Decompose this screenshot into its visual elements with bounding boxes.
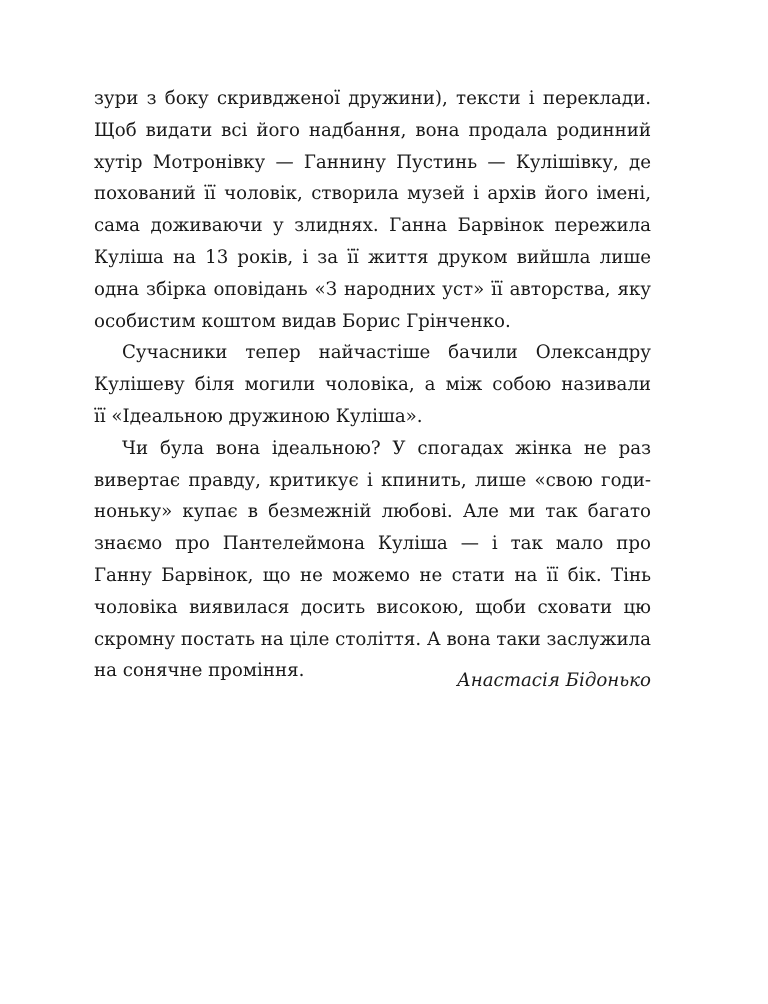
text-line: сама доживаючи у злиднях. Ганна Барвінок пережила (94, 215, 651, 237)
text-line: зури з боку скривдженої дружини), тексти і переклади. (94, 88, 651, 109)
text-line: хутір Мотронівку — Ганнину Пустинь — Кулішівку, де (94, 151, 651, 173)
text-line: Куліша на 13 років, і за її життя друком вийшла лише (94, 246, 651, 268)
text-line: скромну постать на ціле століття. А вона таки заслужила (94, 628, 652, 650)
body-text (94, 83, 651, 687)
text-line: особистим коштом видав Борис Грінченко. (94, 310, 511, 332)
paragraph-start-line: Чи була вона ідеальною? У спогадах жінка не раз (122, 437, 651, 459)
text-line: Щоб видати всі його надбання, вона продала родинний (94, 119, 651, 141)
text-line: вивертає правду, критикує і кпинить, лише «свою годи- (94, 469, 651, 491)
text-line: чоловіка виявилася досить високою, щоби сховати цю (94, 596, 651, 618)
text-line: її «Ідеальною дружиною Куліша». (94, 405, 423, 427)
text-line: ноньку» купає в безмежній любові. Але ми так багато (94, 501, 651, 523)
text-line: на сонячне проміння. (94, 660, 305, 682)
text-line: знаємо про Пантелеймона Куліша — і так мало про (94, 533, 651, 555)
text-line: Кулішеву біля могили чоловіка, а між собою називали (94, 374, 651, 396)
paragraph-start-line: Сучасники тепер найчастіше бачили Олександру (122, 342, 651, 364)
text-line: одна збірка оповідань «З народних уст» її авторства, яку (94, 278, 651, 300)
author-signature: Анастасія Бідонько (456, 670, 651, 691)
text-line: похований її чоловік, створила музей і архів його імені, (94, 183, 651, 205)
text-line: Ганну Барвінок, що не можемо не стати на її бік. Тінь (94, 564, 651, 586)
